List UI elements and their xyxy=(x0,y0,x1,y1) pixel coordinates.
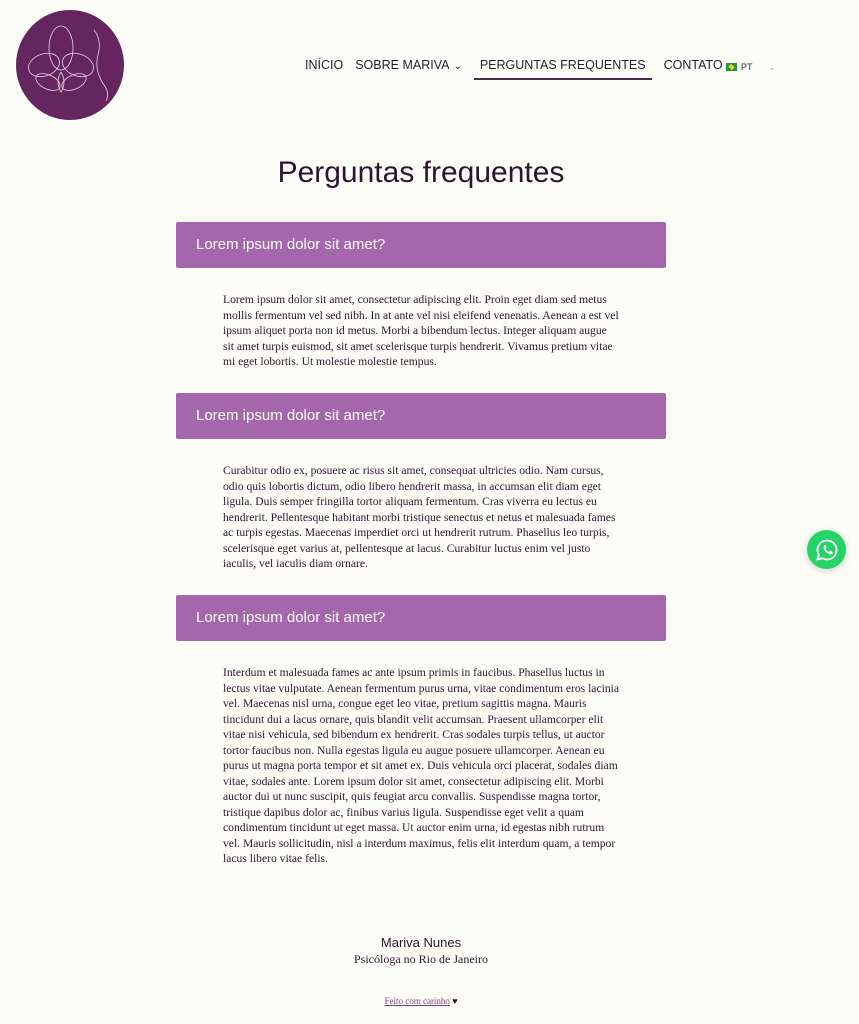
whatsapp-button[interactable] xyxy=(807,530,846,569)
footer-credit-link[interactable]: Feito com carinho xyxy=(384,996,450,1006)
nav-sobre-label: SOBRE MARIVA xyxy=(355,58,450,72)
nav-sobre-mariva[interactable] xyxy=(355,58,462,80)
faq-question-1[interactable]: Lorem ipsum dolor sit amet? xyxy=(176,222,666,268)
main-nav xyxy=(305,58,735,80)
page-title: Perguntas frequentes xyxy=(277,156,565,189)
language-selector[interactable] xyxy=(726,62,775,72)
faq-answer-3: Interdum et malesuada fames ac ante ipsum primis in faucibus. Phasellus luctus in lectus vitae vulputate. Aenean fermentum purus urna, vitae condimentum eros lacinia vel. Maecenas nisl urna, congue eget leo vitae, pretium sagittis magna. Mauris tincidunt dui a lacus ornare, quis blandit velit accumsan. Praesent ullamcorper elit vitae nisi vehicula, sed bibendum ex hendrerit. Cras sodales turpis tellus, ut auctor tortor faucibus non. Nulla egestas ligula eu augue posuere ullamcorper. Aenean eu purus ut magna porta tempor et sit amet ex. Duis vehicula orci placerat, sodales diam vitae, sodales ante. Lorem ipsum dolor sit amet, consectetur adipiscing elit. Morbi auctor dui ut nunc suscipit, quis feugiat arcu convallis. Suspendisse magna tortor, tristique dapibus dolor ac, finibus varius ligula. Suspendisse eget velit a quam condimentum tincidunt ut eget massa. Ut auctor enim urna, id egestas nibh rutrum vel. Mauris sollicitudin, nisl a interdum maximus, felis elit interdum quam, a tempor lacus libero vitae felis. xyxy=(223,666,619,865)
nav-contato[interactable]: CONTATO xyxy=(663,58,723,72)
faq-answer-1: Lorem ipsum dolor sit amet, consectetur adipiscing elit. Proin eget diam sed metus mollis fermentum vel sed nibh. In at ante vel nisi eleifend venenatis. Aenean a est vel ipsum aliquet porta non id metus. Morbi a bibendum lectus. Integer aliquam augue sit amet turpis euismod, sit amet scelerisque turpis hendrerit. Vivamus pretium vitae mi eget lobortis. Ut molestie molestie tempus. xyxy=(223,293,619,368)
faq-answer-2: Curabitur odio ex, posuere ac risus sit amet, consequat ultricies odio. Nam cursus, odio quis lobortis dictum, odio libero hendrerit massa, in accumsan elit diam eget ligula. Duis semper fringilla tortor aliquam fermentum. Cras viverra eu lectus eu hendrerit. Pellentesque habitant morbi tristique senectus et netus et malesuada fames ac turpis egestas. Maecenas imperdiet orci ut hendrerit rutrum. Phasellus leo turpis, scelerisque eget varius at, pellentesque at lacus. Curabitur luctus enim vel justo iaculis, vel iaculis diam ornare. xyxy=(223,464,616,570)
chevron-down-icon: ⌄ xyxy=(453,61,462,72)
faq-question-3[interactable]: Lorem ipsum dolor sit amet? xyxy=(176,595,666,641)
nav-inicio[interactable]: INÍCIO xyxy=(305,58,344,72)
brazil-flag-icon xyxy=(726,63,737,71)
orchid-logo-icon xyxy=(16,10,124,120)
nav-perguntas-frequentes[interactable]: PERGUNTAS FREQUENTES xyxy=(474,58,652,80)
faq-question-2[interactable]: Lorem ipsum dolor sit amet? xyxy=(176,393,666,439)
language-label: PT xyxy=(741,62,753,72)
logo[interactable] xyxy=(16,10,124,120)
footer-name: Mariva Nunes xyxy=(380,935,462,950)
heart-icon: ♥ xyxy=(452,996,458,1006)
footer-credit xyxy=(0,996,842,1006)
footer-subtitle: Psicóloga no Rio de Janeiro xyxy=(354,952,488,966)
whatsapp-icon xyxy=(815,538,839,562)
chevron-down-icon: ⌄ xyxy=(768,62,776,72)
